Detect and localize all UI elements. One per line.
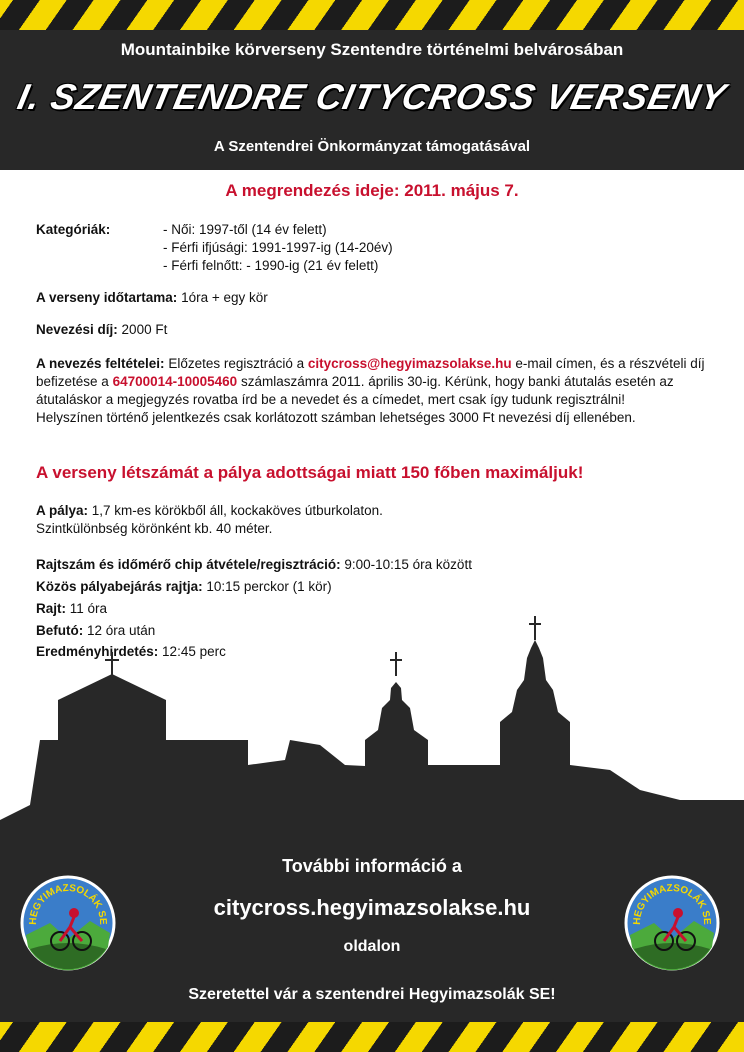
duration-label: A verseny időtartama: — [36, 290, 178, 305]
track-value: 1,7 km-es körökből áll, kockaköves útburkolaton. — [88, 503, 383, 518]
categories-list — [163, 221, 393, 275]
website-link[interactable]: citycross.hegyimazsolakse.hu — [213, 895, 531, 920]
onsite-note: Helyszínen történő jelentkezés csak korlátozott számban lehetséges 3000 Ft nevezési díj ellenében. — [36, 410, 636, 425]
header-banner — [0, 30, 744, 170]
conditions-text: e-mail címen, és a részvételi díj befizetése a — [36, 356, 705, 389]
schedule-label: Befutó: — [36, 623, 84, 638]
schedule-value: 10:15 perckor (1 kör) — [202, 579, 332, 594]
schedule-label: Rajtszám és időmérő chip átvétele/regisztráció: — [36, 557, 341, 572]
track-info — [36, 502, 383, 538]
farewell-text: Szeretettel vár a szentendrei Hegyimazsolák SE! — [188, 986, 556, 1003]
hazard-stripe-bottom — [0, 1022, 744, 1052]
conditions-text: Előzetes regisztráció a — [164, 356, 308, 371]
support-line: A Szentendrei Önkormányzat támogatásával — [213, 138, 531, 155]
track-elevation: Szintkülönbség körönként kb. 40 méter. — [36, 521, 273, 536]
category-item: - Férfi ifjúsági: 1991-1997-ig (14-20év) — [163, 240, 393, 255]
fee-label: Nevezési díj: — [36, 322, 118, 337]
event-title: I. SZENTENDRE CITYCROSS VERSENY — [14, 76, 731, 117]
email-link[interactable]: citycross@hegyimazsolakse.hu — [307, 356, 512, 371]
category-item: - Női: 1997-től (14 év felett) — [163, 222, 327, 237]
schedule-label: Közös pályabejárás rajtja: — [36, 579, 203, 594]
schedule-value: 12:45 perc — [158, 644, 226, 659]
fee-value: 2000 Ft — [117, 322, 168, 337]
participant-limit: A verseny létszámát a pálya adottságai miatt 150 főben maximáljuk! — [36, 463, 584, 482]
info-text-suffix: oldalon — [343, 938, 401, 955]
duration-line — [36, 289, 268, 307]
event-date: A megrendezés ideje: 2011. május 7. — [225, 181, 519, 200]
schedule-value: 9:00-10:15 óra között — [340, 557, 472, 572]
category-item: - Férfi felnőtt: - 1990-ig (21 év felett) — [163, 258, 379, 273]
logo-text: HEGYIMAZSOLÁK SE — [27, 882, 109, 926]
club-logo-right — [624, 875, 720, 971]
categories-label: Kategóriák: — [36, 222, 111, 237]
club-logo-left — [20, 875, 116, 971]
schedule-value: 11 óra — [66, 601, 108, 616]
schedule-item — [36, 578, 332, 596]
event-subtitle: Mountainbike körverseny Szentendre történelmi belvárosában — [120, 40, 624, 59]
duration-value: 1óra + egy kör — [177, 290, 268, 305]
fee-line — [36, 321, 167, 339]
info-text: További információ a — [282, 856, 462, 876]
hazard-stripe-top — [0, 0, 744, 30]
bank-account: 64700014-10005460 — [112, 374, 238, 389]
track-label: A pálya: — [36, 503, 89, 518]
schedule-item — [36, 556, 472, 574]
logo-text: HEGYIMAZSOLÁK SE — [631, 882, 713, 926]
schedule-value: 12 óra után — [83, 623, 156, 638]
conditions-text: számlaszámra 2011. április 30-ig. Kérünk, hogy banki átutalás esetén az átutaláskor a megjegyzés rovatba írd be a nevedet és a címedet, mert csak így tudunk regisztrálni! — [36, 374, 674, 407]
schedule-label: Eredményhirdetés: — [36, 644, 159, 659]
schedule-label: Rajt: — [36, 601, 66, 616]
conditions-paragraph — [36, 355, 716, 427]
conditions-label: A nevezés feltételei: — [36, 356, 165, 371]
